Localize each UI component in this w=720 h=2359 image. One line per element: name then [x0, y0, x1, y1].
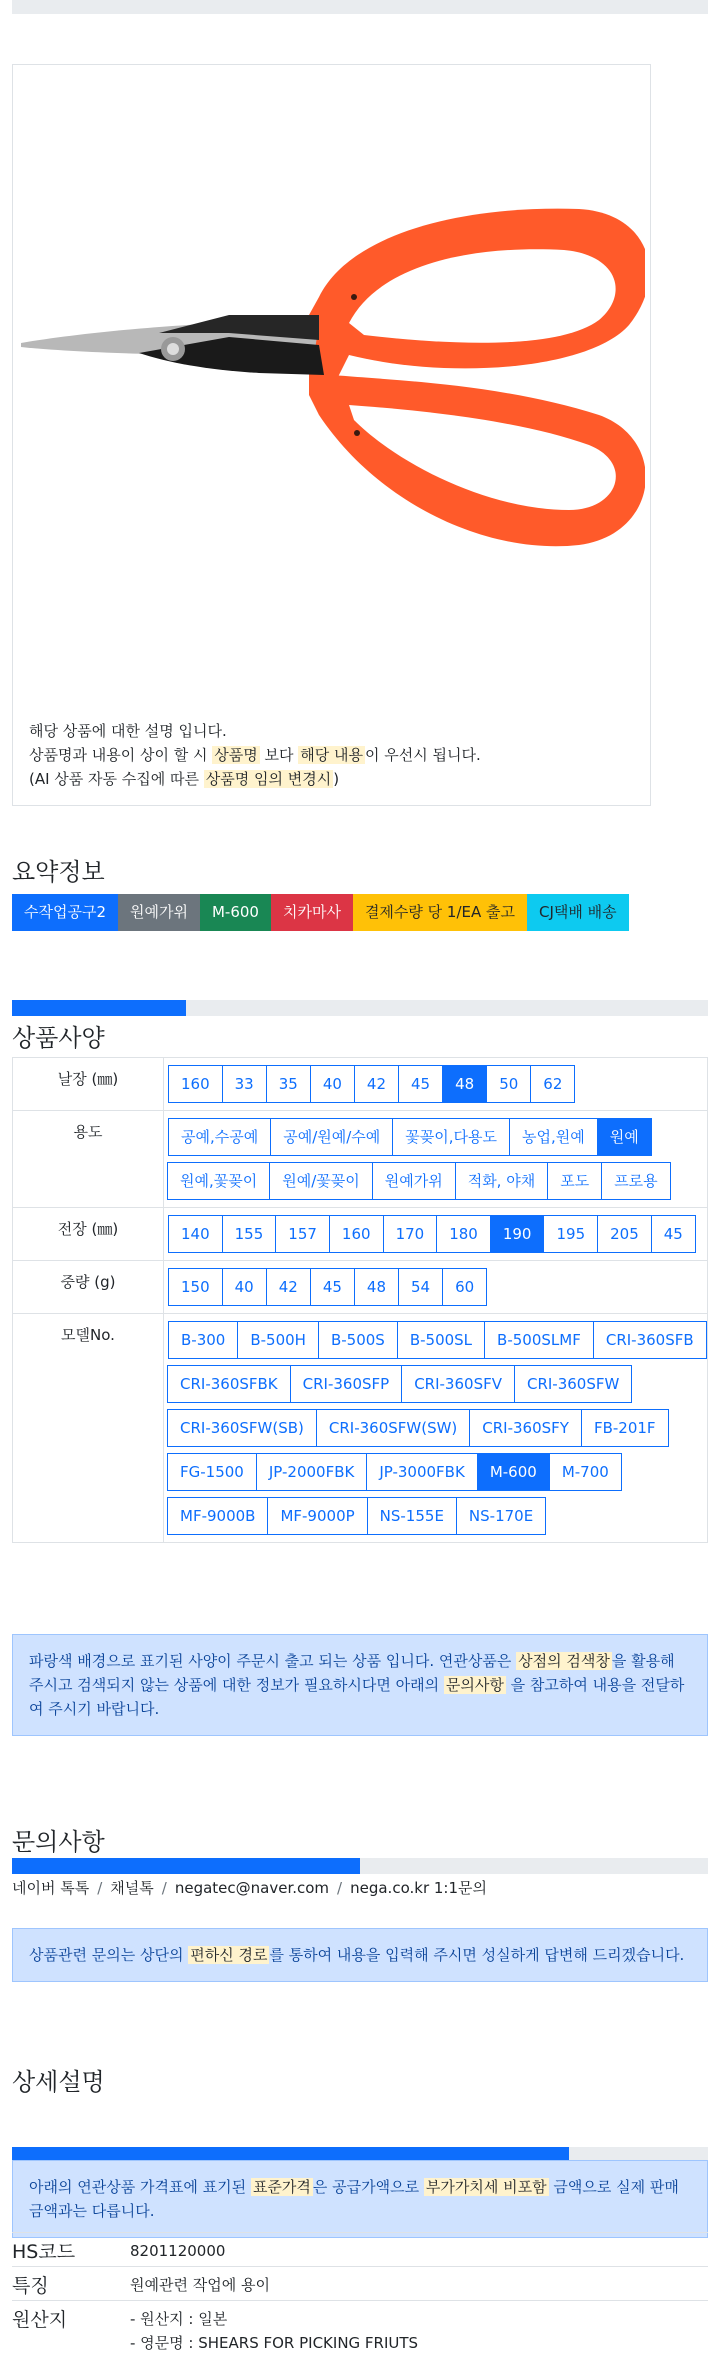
spec-option-button[interactable]: B-500H	[237, 1321, 319, 1359]
alert-text: 금액으로 실제 판매금액과는 다릅니다.	[29, 2178, 679, 2220]
spec-option-button[interactable]: CRI-360SFW	[514, 1365, 632, 1403]
spec-progress-bar	[12, 1000, 708, 1016]
spec-option-button[interactable]: CRI-360SFW(SW)	[316, 1409, 470, 1447]
detail-heading: 상세설명	[12, 2068, 105, 2096]
alert-text: 아래의 연관상품 가격표에 표기된	[29, 2178, 251, 2196]
spec-option-button[interactable]: 50	[486, 1065, 531, 1103]
spec-option-button[interactable]: M-700	[549, 1453, 622, 1491]
inquiry-progress-fill	[12, 1858, 360, 1874]
spec-option-button[interactable]: CRI-360SFW(SB)	[167, 1409, 317, 1447]
description-line	[29, 743, 481, 767]
spec-option-button[interactable]: B-500S	[318, 1321, 398, 1359]
spec-option-button[interactable]: 40	[222, 1268, 267, 1306]
type-badge: 원예가위	[118, 894, 200, 931]
model-badge: M-600	[200, 894, 271, 931]
spec-option-button[interactable]: B-500SLMF	[484, 1321, 594, 1359]
inquiry-heading: 문의사항	[12, 1828, 105, 1856]
spec-option-button[interactable]: 원예,꽃꽂이	[167, 1162, 270, 1200]
quantity-badge: 결제수량 당 1/EA 출고	[353, 894, 527, 931]
spec-option-button[interactable]: M-600	[477, 1453, 550, 1491]
spec-option-button[interactable]: 150	[168, 1268, 223, 1306]
highlight-text: 상품명 임의 변경시	[205, 770, 332, 788]
spec-option-button[interactable]: 48	[354, 1268, 399, 1306]
separator: /	[161, 1879, 167, 1897]
info-key: 원산지	[12, 2301, 130, 2358]
spec-options	[164, 1314, 708, 1543]
spec-option-button[interactable]: 포도	[547, 1162, 602, 1200]
alert-text: 를 통하여 내용을 입력해 주시면 성실하게 답변해 드리겠습니다.	[269, 1946, 685, 1964]
detail-notice-alert	[12, 2160, 708, 2238]
top-divider-bar	[12, 0, 708, 14]
spec-option-button[interactable]: 170	[383, 1215, 438, 1253]
option-group	[168, 1265, 707, 1309]
spec-option-button[interactable]: 프로용	[601, 1162, 670, 1200]
spec-option-button[interactable]: 원예가위	[372, 1162, 456, 1200]
inquiry-channels	[12, 1877, 487, 1898]
spec-option-button[interactable]: CRI-360SFV	[401, 1365, 515, 1403]
info-value-line: 8201120000	[130, 2242, 226, 2260]
spec-option-button[interactable]: 꽃꽂이,다용도	[392, 1118, 510, 1156]
spec-option-button[interactable]: CRI-360SFP	[290, 1365, 403, 1403]
spec-option-button[interactable]: 45	[310, 1268, 355, 1306]
spec-option-button[interactable]: MF-9000B	[167, 1497, 268, 1535]
spec-option-button[interactable]: B-300	[168, 1321, 238, 1359]
spec-option-button[interactable]: 155	[222, 1215, 277, 1253]
info-value	[130, 2301, 708, 2358]
spec-option-button[interactable]: JP-2000FBK	[256, 1453, 367, 1491]
alert-text: 상품관련 문의는 상단의	[29, 1946, 189, 1964]
info-value-line: - 원산지 : 일본	[130, 2310, 228, 2328]
highlight-text: 문의사항	[445, 1676, 504, 1694]
spec-notice-alert	[12, 1634, 708, 1736]
spec-option-button[interactable]: 33	[222, 1065, 267, 1103]
highlight-text: 표준가격	[252, 2178, 311, 2196]
spec-row	[13, 1314, 708, 1543]
product-card	[12, 64, 651, 806]
spec-heading: 상품사양	[12, 1024, 105, 1052]
description-line	[29, 767, 481, 791]
spec-option-button[interactable]: NS-170E	[456, 1497, 546, 1535]
highlight-text: 상품명	[214, 746, 258, 764]
spec-options	[164, 1261, 708, 1314]
inquiry-progress-bar	[12, 1858, 708, 1874]
product-description	[29, 719, 481, 791]
spec-option-button[interactable]: CRI-360SFY	[469, 1409, 582, 1447]
spec-option-button[interactable]: FG-1500	[167, 1453, 257, 1491]
spec-option-button[interactable]: 40	[310, 1065, 355, 1103]
spec-row	[13, 1058, 708, 1111]
spec-option-button[interactable]: 48	[442, 1065, 487, 1103]
spec-row	[13, 1111, 708, 1208]
spec-label: 전장 (㎜)	[13, 1208, 164, 1261]
description-line	[29, 719, 481, 743]
spec-option-button[interactable]: 적화, 야채	[455, 1162, 549, 1200]
spec-option-button[interactable]: 140	[168, 1215, 223, 1253]
option-group	[168, 1062, 707, 1106]
info-key: 특징	[12, 2267, 130, 2301]
spec-option-button[interactable]: JP-3000FBK	[366, 1453, 477, 1491]
summary-badges	[12, 894, 629, 931]
spec-option-button[interactable]: 공예/원예/수예	[270, 1118, 393, 1156]
spec-option-button[interactable]: FB-201F	[581, 1409, 669, 1447]
description-text: (AI 상품 자동 수집에 따른	[29, 770, 204, 788]
alert-text: 을 활용해 주시고 검색되지 않는 상품에 대한 정보가 필요하시다면 아래의	[29, 1652, 675, 1694]
spec-option-button[interactable]: 45	[398, 1065, 443, 1103]
info-row	[12, 2301, 708, 2358]
spec-option-button[interactable]: 180	[436, 1215, 491, 1253]
spec-option-button[interactable]: 농업,원예	[509, 1118, 598, 1156]
spec-row	[13, 1261, 708, 1314]
highlight-text: 부가가치세 비포함	[425, 2178, 547, 2196]
description-text: 이 우선시 됩니다.	[364, 746, 481, 764]
alert-text: 파랑색 배경으로 표기된 사양이 주문시 출고 되는 상품 입니다. 연관상품은	[29, 1652, 517, 1670]
naver-talk-link[interactable]: 네이버 톡톡	[12, 1879, 90, 1897]
info-value-line: 원예관련 작업에 용이	[130, 2276, 270, 2294]
spec-option-button[interactable]: CRI-360SFB	[593, 1321, 707, 1359]
spec-option-button[interactable]: 205	[597, 1215, 652, 1253]
product-image	[19, 205, 645, 625]
spec-option-button[interactable]: 160	[168, 1065, 223, 1103]
spec-option-button[interactable]: 190	[490, 1215, 545, 1253]
spec-option-button[interactable]: 원예	[597, 1118, 652, 1156]
channel-talk-link[interactable]: 채널톡	[110, 1879, 154, 1897]
spec-option-button[interactable]: CRI-360SFBK	[167, 1365, 291, 1403]
info-row	[12, 2267, 708, 2301]
separator: /	[97, 1879, 103, 1897]
spec-option-button[interactable]: 35	[266, 1065, 311, 1103]
alert-text: 은 공급가액으로	[312, 2178, 424, 2196]
highlight-text: 상점의 검색창	[518, 1652, 610, 1670]
spec-label: 날장 (㎜)	[13, 1058, 164, 1111]
spec-option-button[interactable]: 62	[530, 1065, 575, 1103]
spec-option-button[interactable]: MF-9000P	[267, 1497, 367, 1535]
spec-table	[12, 1057, 708, 1543]
alert-text: 을 참고하여 내용을 전달하여 주시기 바랍니다.	[29, 1676, 685, 1718]
option-group	[168, 1115, 707, 1203]
spec-option-button[interactable]: 195	[543, 1215, 598, 1253]
spec-option-button[interactable]: 60	[442, 1268, 487, 1306]
product-info-table	[12, 2232, 708, 2357]
info-value-line: - 영문명 : SHEARS FOR PICKING FRIUTS	[130, 2334, 419, 2352]
inquiry-notice-alert	[12, 1928, 708, 1982]
separator: /	[337, 1879, 343, 1897]
brand-badge: 치카마사	[271, 894, 353, 931]
spec-option-button[interactable]: 42	[354, 1065, 399, 1103]
description-text: 보다	[259, 746, 299, 764]
summary-heading: 요약정보	[12, 858, 105, 886]
shipping-badge: CJ택배 배송	[527, 894, 629, 931]
info-row	[12, 2233, 708, 2267]
highlight-text: 해당 내용	[300, 746, 363, 764]
spec-option-button[interactable]: B-500SL	[397, 1321, 485, 1359]
info-key: HS코드	[12, 2233, 130, 2267]
spec-option-button[interactable]: 160	[329, 1215, 384, 1253]
highlight-text: 편하신 경로	[190, 1946, 268, 1964]
spec-option-button[interactable]: 원예/꽃꽂이	[269, 1162, 373, 1200]
site-inquiry-link[interactable]: nega.co.kr 1:1문의	[350, 1879, 487, 1897]
spec-row	[13, 1208, 708, 1261]
spec-label: 용도	[13, 1111, 164, 1208]
spec-progress-fill	[12, 1000, 186, 1016]
option-group	[168, 1212, 707, 1256]
spec-option-button[interactable]: 42	[266, 1268, 311, 1306]
description-text: )	[333, 770, 340, 788]
spec-label: 중량 (g)	[13, 1261, 164, 1314]
spec-option-button[interactable]: 45	[651, 1215, 696, 1253]
spec-label: 모델No.	[13, 1314, 164, 1543]
info-value	[130, 2267, 708, 2301]
spec-option-button[interactable]: 54	[398, 1268, 443, 1306]
spec-option-button[interactable]: 공예,수공예	[168, 1118, 271, 1156]
info-value	[130, 2233, 708, 2267]
description-text: 해당 상품에 대한 설명 입니다.	[29, 722, 227, 740]
description-text: 상품명과 내용이 상이 할 시	[29, 746, 213, 764]
spec-options	[164, 1058, 708, 1111]
spec-options	[164, 1111, 708, 1208]
spec-options	[164, 1208, 708, 1261]
email-link[interactable]: negatec@naver.com	[174, 1879, 330, 1897]
spec-option-button[interactable]: 157	[275, 1215, 330, 1253]
category-badge: 수작업공구2	[12, 894, 118, 931]
option-group	[168, 1318, 707, 1538]
spec-option-button[interactable]: NS-155E	[367, 1497, 457, 1535]
